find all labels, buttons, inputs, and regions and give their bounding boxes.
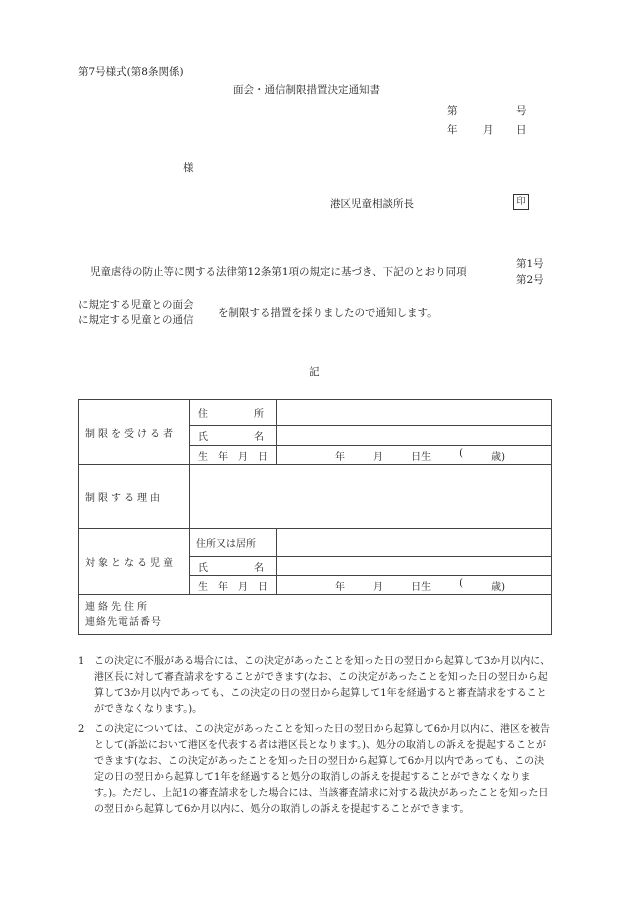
note-2-number: 2: [78, 724, 85, 735]
restricted-name-value[interactable]: [277, 426, 552, 446]
child-birthdate-label: 生 年 月 日: [190, 576, 277, 595]
birthdate-label: 生 年 月 日: [190, 446, 277, 465]
document-title: 面会・通信制限措置決定通知書: [233, 84, 380, 96]
date-year: 年: [447, 124, 458, 136]
name-label: 氏 名: [190, 426, 277, 446]
contact-cell[interactable]: [79, 595, 552, 635]
ki-heading: 記: [309, 366, 320, 378]
target-child-label: 対象となる児童: [79, 529, 190, 595]
option-item-2: 第2号: [516, 274, 544, 286]
seal-mark: 印: [513, 194, 529, 210]
note-2: [78, 722, 554, 818]
child-name-value[interactable]: [277, 557, 552, 576]
restricted-person-label: 制限を受ける者: [79, 400, 190, 465]
details-table: [78, 399, 552, 635]
contact-phone-label: 連絡先電話番号: [85, 616, 162, 628]
residence-label: 住所又は居所: [190, 529, 277, 557]
note-2-text: この決定については、この決定があったことを知った日の翌日から起算して6か月以内に、港区を被告として(訴訟において港区を代表する者は港区長となります。)、処分の取消しの訴えを提起することができます(なお、この決定があったことを知った日の翌日から起算して6か月以内であっても、この決定の日の翌日から起算して1年を経過すると処分の取消しの訴えを提起することができなくなります。)。ただし、上記1の審査請求をした場合には、当該審査請求に対する裁決があったことを知った日の翌日から起算して6か月以内に、処分の取消しの訴えを提起することができます。: [94, 724, 551, 815]
issuer-name: 港区児童相談所長: [330, 198, 414, 210]
form-number: 第7号様式(第8条関係): [78, 66, 184, 78]
addressee-suffix: 様: [183, 162, 194, 174]
date-month: 月: [483, 124, 494, 136]
note-1-number: 1: [78, 656, 85, 667]
option-item-1: 第1号: [516, 258, 544, 270]
note-1-text: この決定に不服がある場合には、この決定があったことを知った日の翌日から起算して3か月以内に、港区長に対して審査請求をすることができます(なお、この決定があったことを知った日の翌日から起算して3か月以内であっても、この決定の日の翌日から起算して1年を経過すると審査請求をすることができなくなります。)。: [94, 656, 551, 715]
child-address-value[interactable]: [277, 529, 552, 557]
choice-communication: に規定する児童との通信: [78, 314, 194, 326]
statement-line2: を制限する措置を採りましたので通知します。: [218, 307, 438, 319]
date-day: 日: [516, 124, 527, 136]
doc-number-prefix: 第: [447, 105, 458, 117]
address-label: 住 所: [190, 400, 277, 426]
child-birthdate-value[interactable]: 年 月 日生 ( 歳): [277, 576, 552, 595]
restricted-birthdate-value[interactable]: 年 月 日生 ( 歳): [277, 446, 552, 465]
reason-value[interactable]: [190, 465, 552, 529]
note-1: [78, 654, 554, 718]
child-name-label: 氏 名: [190, 557, 277, 576]
contact-address-label: 連絡先住所: [85, 601, 150, 613]
restricted-address-value[interactable]: [277, 400, 552, 426]
reason-label: 制限する理由: [79, 465, 190, 529]
choice-meeting: に規定する児童との面会: [78, 299, 194, 311]
doc-number-suffix: 号: [516, 105, 527, 117]
statement-line1: 児童虐待の防止等に関する法律第12条第1項の規定に基づき、下記のとおり同項: [90, 266, 467, 278]
